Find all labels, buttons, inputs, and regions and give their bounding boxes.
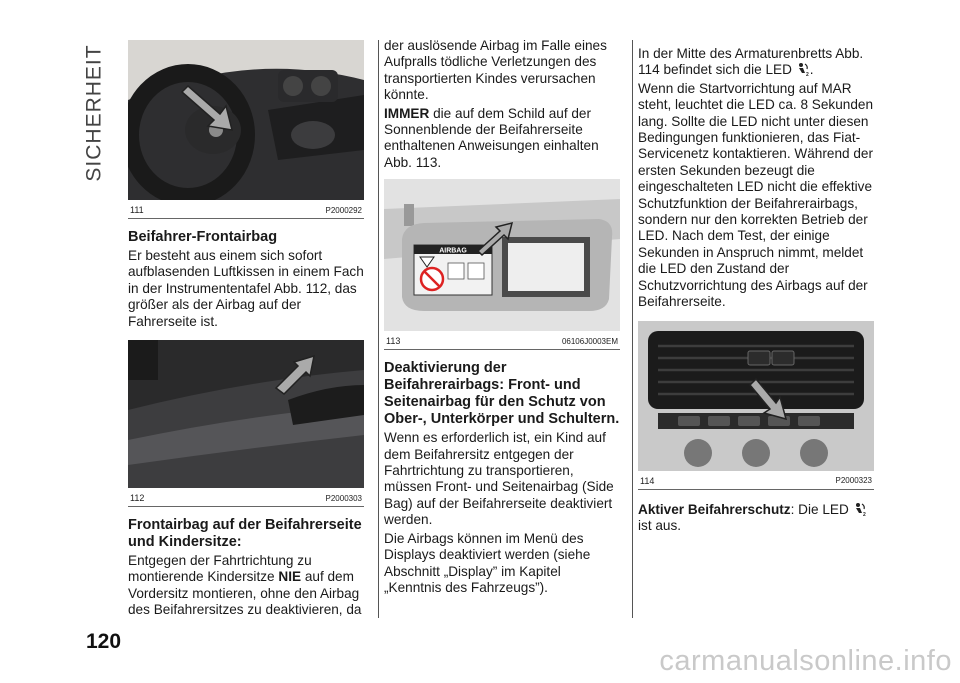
paragraph: Wenn die Startvorrichtung auf MAR steht, leuchtet die LED ca. 8 Sekunden lang. Sollte die LED nicht unter diesen Bedingungen funktionieren, das Fiat-Servicenetz kontaktieren. Während der ersten Sekunden bezeugt die eingeschalteten LED nicht die effektive Schutzfunktion der Beifahrerairbags, sondern nur den korrekten Betrieb der LED. Nach dem Test, der einige Sekunden in Anspruch nimmt, meldet die LED den Zustand der Schutzvorrichtung des Airbags auf der Beifahrerseite. xyxy=(638,80,874,310)
sun-visor-photo xyxy=(384,179,620,331)
paragraph: Aktiver Beifahrerschutz: Die LED 2 ist aus. xyxy=(638,501,866,533)
paragraph: der auslösende Airbag im Falle eines Aufpralls tödliche Verletzungen des transportierten Kindes verursachen könnte. xyxy=(384,38,607,103)
passenger-airbag-off-icon xyxy=(853,502,867,516)
heading-airbag-child-seats: Frontairbag auf der Beifahrerseite und Kindersitze: xyxy=(128,517,362,551)
sun-visor-illustration xyxy=(384,179,620,331)
column-3 xyxy=(638,40,874,534)
figure-caption: 113 06106J0003EM xyxy=(384,331,620,350)
paragraph: Entgegen der Fahrtrichtung zu montierende Kindersitze NIE auf dem Vordersitz montieren, ohne den Airbag des Beifahrersitzes zu deaktivieren, da xyxy=(128,553,362,618)
passenger-airbag-off-icon xyxy=(796,62,810,76)
section-tab xyxy=(82,44,108,182)
svg-text:2: 2 xyxy=(805,72,809,77)
section-tab-label: SICHERHEIT xyxy=(83,44,106,182)
paragraph: IMMER die auf dem Schild auf der Sonnenblende der Beifahrerseite enthaltenen Anweisungen einhalten Abb. 113. xyxy=(384,105,599,170)
dashboard-photo xyxy=(128,340,364,488)
figure-113 xyxy=(384,179,620,350)
column-divider xyxy=(378,40,379,618)
figure-caption: 112 P2000303 xyxy=(128,488,364,507)
steering-wheel-illustration xyxy=(128,40,364,200)
column-2 xyxy=(384,40,620,596)
heading-deactivation: Deaktivierung der Beifahrerairbags: Front- und Seitenairbag für den Schutz von Ober-, Unterkörper und Schultern. xyxy=(384,360,620,428)
figure-114 xyxy=(638,321,874,490)
figure-caption: 111 P2000292 xyxy=(128,200,364,219)
watermark: carmanualsonline.info xyxy=(659,645,952,677)
steering-wheel-photo xyxy=(128,40,364,200)
airbag-label-text: AIRBAG xyxy=(439,247,467,255)
column-1 xyxy=(128,40,364,619)
paragraph: Er besteht aus einem sich sofort aufblasenden Luftkissen in einem Fach in der Instrumententafel Abb. 112, das größer als der Airbag auf der Fahrerseite ist. xyxy=(128,248,364,329)
page-number: 120 xyxy=(86,630,122,653)
center-console-photo xyxy=(638,321,874,471)
svg-text:2: 2 xyxy=(862,511,866,516)
center-console-illustration xyxy=(638,321,874,471)
paragraph: Wenn es erforderlich ist, ein Kind auf dem Beifahrersitz entgegen der Fahrtrichtung zu transportieren, müssen Front- und Seitenairbag (Side Bag) auf der Beifahrerseite deaktiviert werden. xyxy=(384,430,614,528)
figure-111 xyxy=(128,40,364,219)
paragraph: In der Mitte des Armaturenbretts Abb. 114 befindet sich die LED 2 . xyxy=(638,46,864,78)
paragraph: Die Airbags können im Menü des Displays deaktiviert werden (siehe Abschnitt „Display” im Kapitel „Kenntnis des Fahrzeugs”). xyxy=(384,530,591,595)
heading-passenger-airbag: Beifahrer-Frontairbag xyxy=(128,229,278,245)
column-divider xyxy=(632,40,633,618)
figure-caption: 114 P2000323 xyxy=(638,471,874,490)
dashboard-illustration xyxy=(128,340,364,488)
figure-112 xyxy=(128,340,364,507)
